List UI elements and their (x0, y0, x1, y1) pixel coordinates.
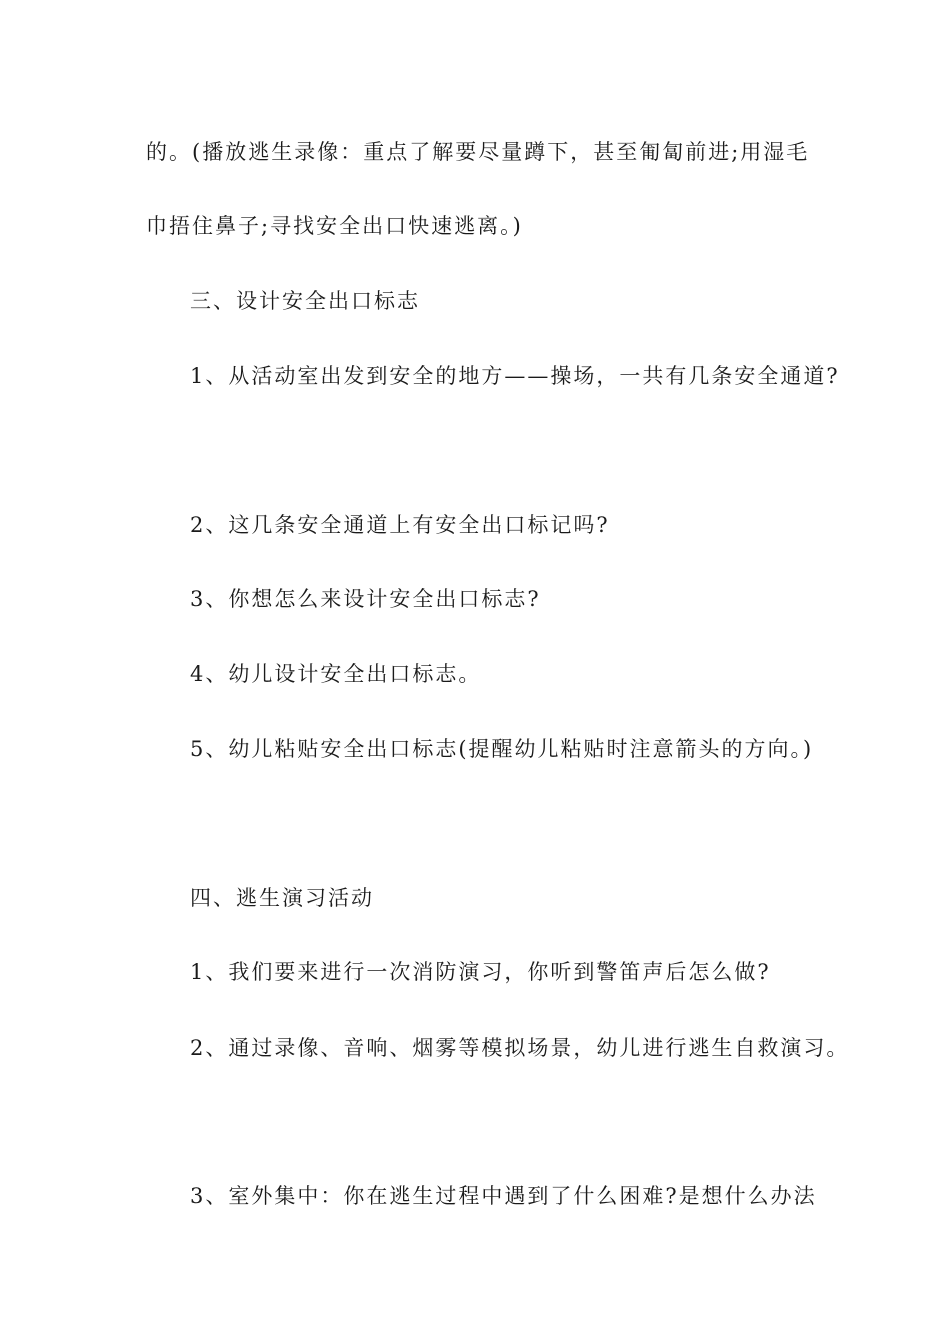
paragraph-line: 巾捂住鼻子;寻找安全出口快速逃离。) (146, 214, 523, 238)
list-item: 4、幼儿设计安全出口标志。 (190, 662, 482, 686)
list-item: 1、从活动室出发到安全的地方——操场，一共有几条安全通道? (190, 364, 840, 388)
list-item: 3、室外集中：你在逃生过程中遇到了什么困难?是想什么办法 (190, 1184, 817, 1208)
list-item: 5、幼儿粘贴安全出口标志(提醒幼儿粘贴时注意箭头的方向。) (190, 737, 814, 761)
list-item: 3、你想怎么来设计安全出口标志? (190, 587, 541, 611)
section-heading: 四、逃生演习活动 (190, 886, 374, 910)
list-item: 2、通过录像、音响、烟雾等模拟场景，幼儿进行逃生自救演习。 (190, 1036, 850, 1060)
paragraph-line: 的。(播放逃生录像：重点了解要尽量蹲下，甚至匍匐前进;用湿毛 (146, 140, 810, 164)
section-heading: 三、设计安全出口标志 (190, 289, 420, 313)
list-item: 1、我们要来进行一次消防演习，你听到警笛声后怎么做? (190, 960, 771, 984)
list-item: 2、这几条安全通道上有安全出口标记吗? (190, 513, 610, 537)
